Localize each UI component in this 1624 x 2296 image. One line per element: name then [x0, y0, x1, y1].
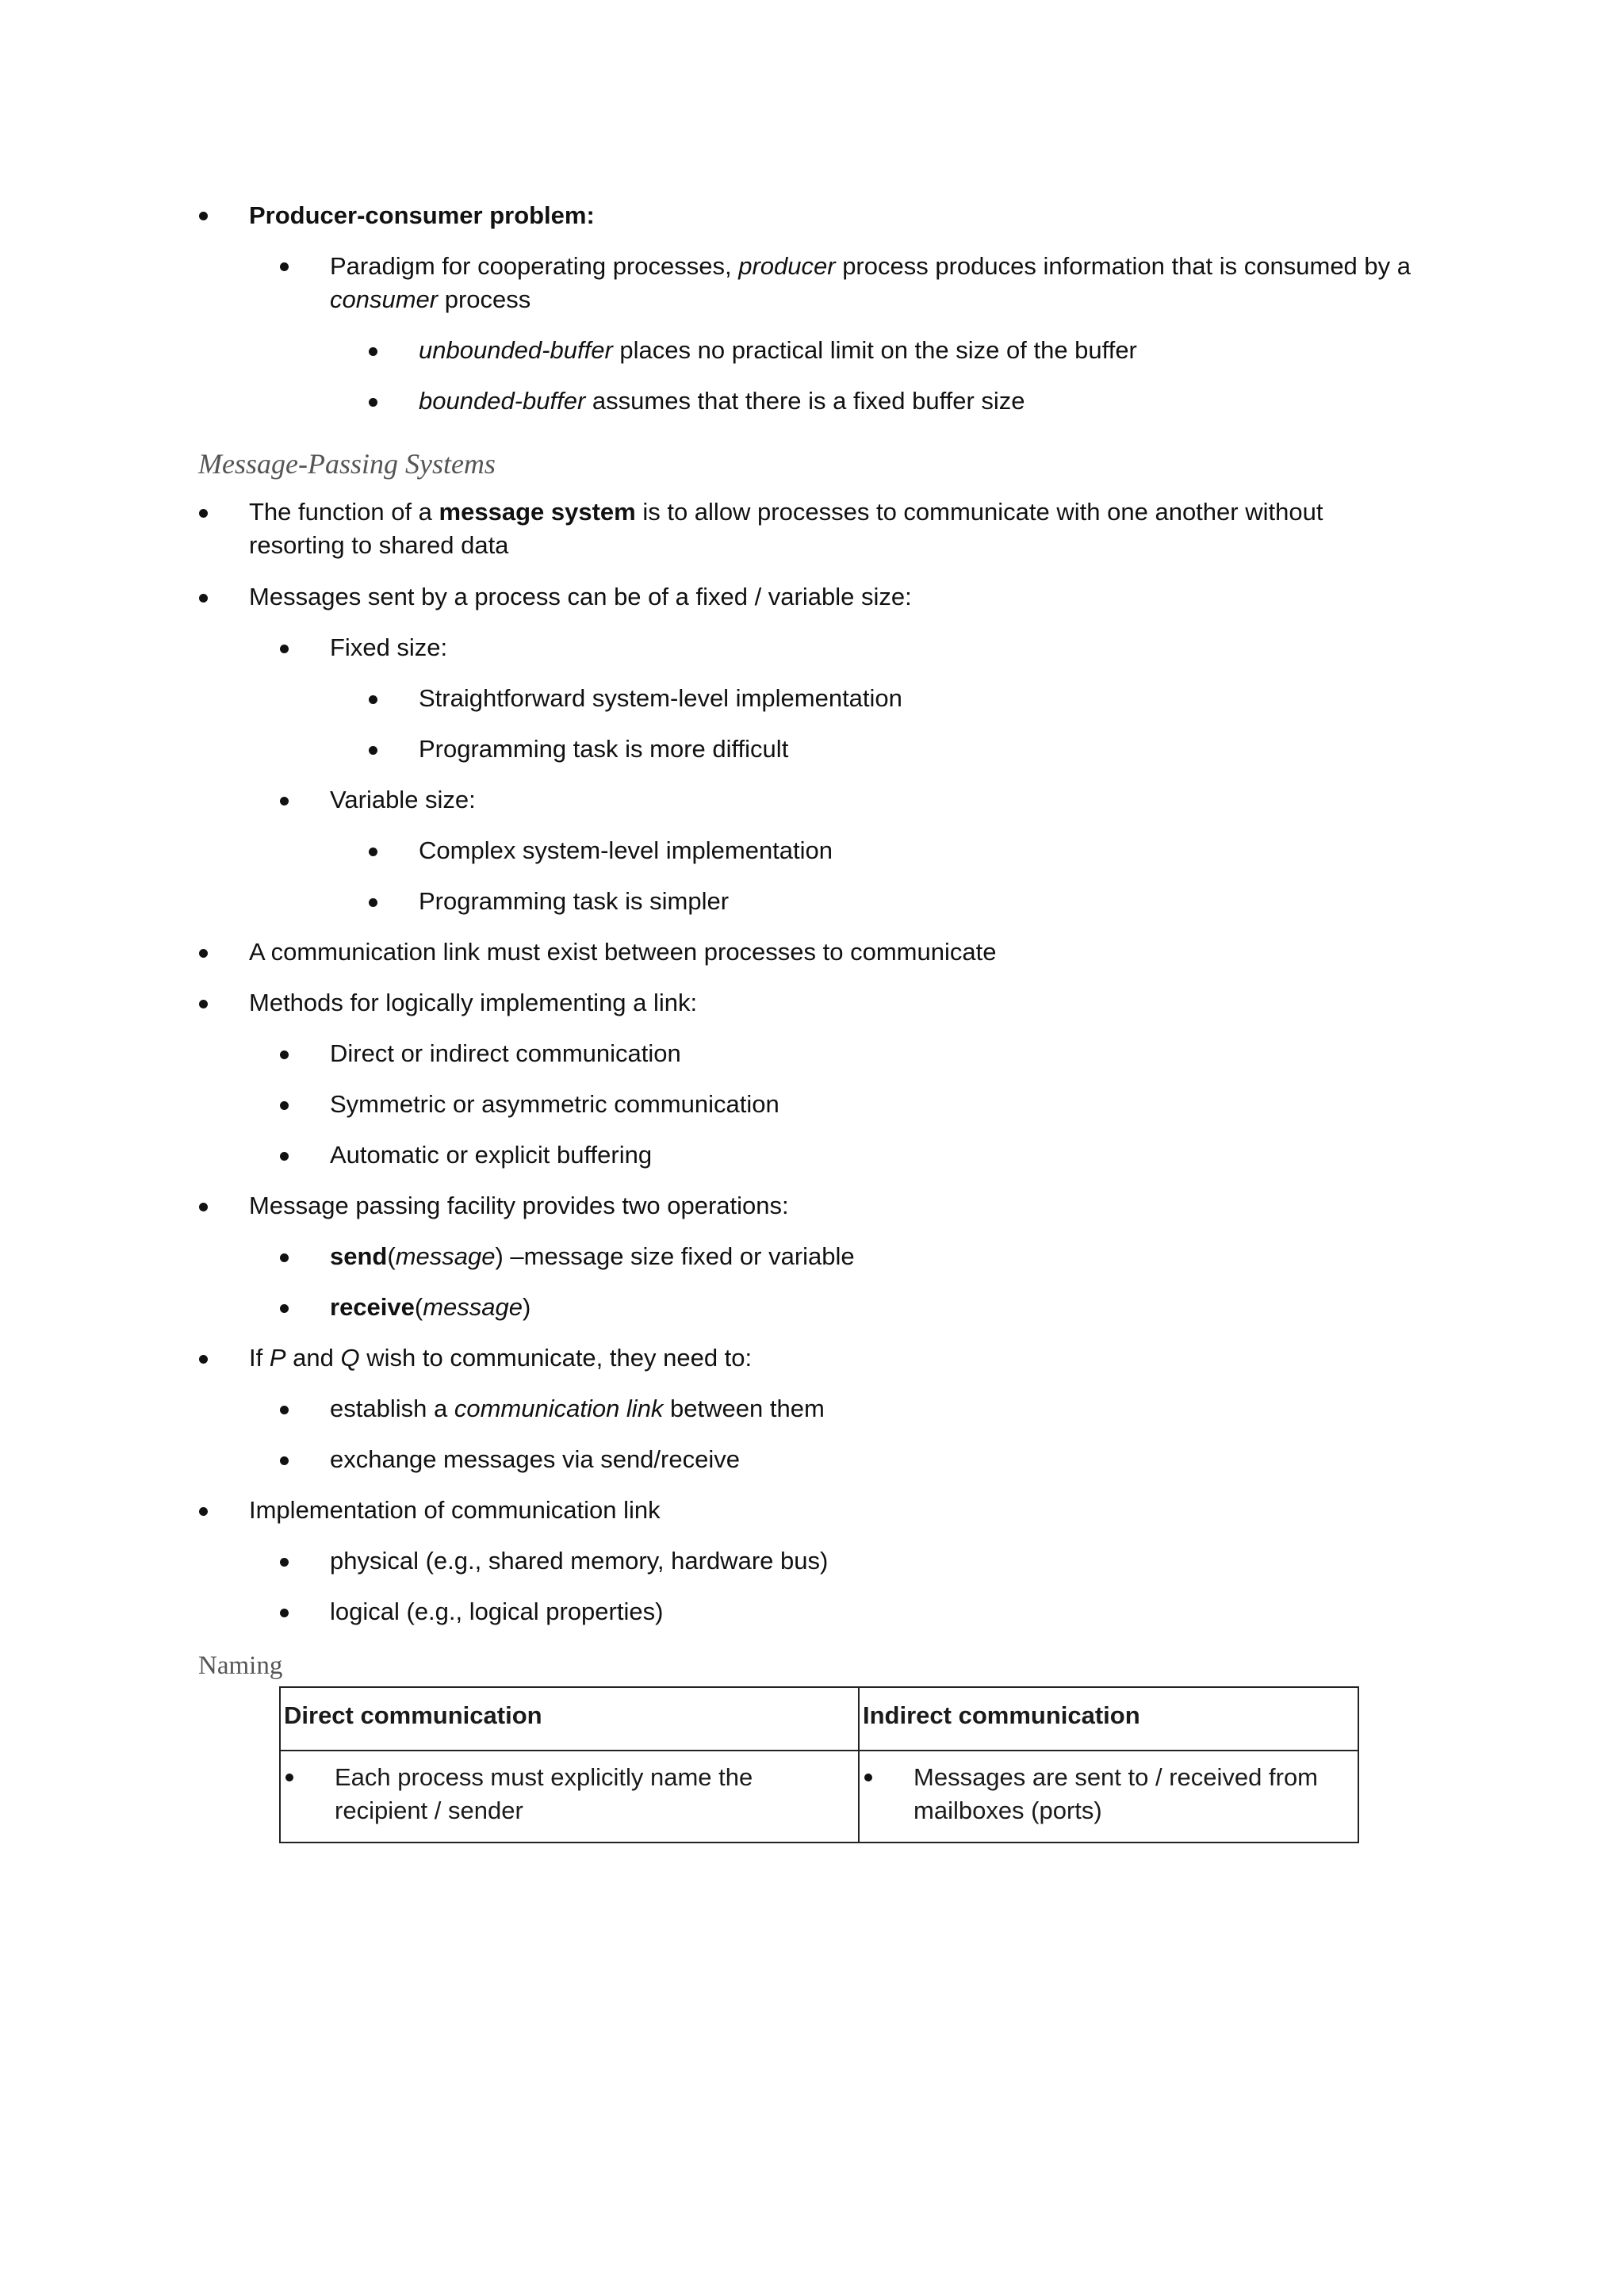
- bullet-icon: [280, 262, 289, 271]
- bullet-icon: [369, 848, 377, 856]
- variable-size-item: Complex system-level implementation: [419, 836, 833, 864]
- bullet-icon: [280, 1558, 289, 1567]
- fixed-size-item: Programming task is more difficult: [419, 735, 789, 763]
- paradigm-text: Paradigm for cooperating processes, producer process produces information that is consumed by a consumer process: [330, 252, 1411, 313]
- table-header-row: [280, 1687, 1358, 1751]
- implementation-item: logical (e.g., logical properties): [330, 1598, 664, 1625]
- link-exist-text: A communication link must exist between processes to communicate: [249, 938, 997, 966]
- bullet-icon: [199, 1507, 208, 1516]
- fixed-size-item: Straightforward system-level implementation: [419, 684, 902, 712]
- bullet-icon: [199, 1203, 208, 1211]
- message-system-function-text: The function of a message system is to allow processes to communicate with one another without resorting to shared data: [249, 498, 1323, 559]
- table-row: [280, 1751, 1358, 1843]
- bullet-icon: [199, 594, 208, 603]
- indirect-cell-line: Messages are sent to / received from: [914, 1763, 1319, 1791]
- unbounded-buffer-text: unbounded-buffer places no practical limit on the size of the buffer: [419, 336, 1137, 364]
- send-operation-text: send(message) –message size fixed or variable: [330, 1242, 855, 1270]
- section-heading-message-passing: Message-Passing Systems: [198, 448, 496, 480]
- bullet-icon: [369, 695, 377, 704]
- indirect-cell-line: mailboxes (ports): [914, 1797, 1102, 1824]
- p-and-q-text: If P and Q wish to communicate, they need to:: [249, 1344, 753, 1372]
- bullet-icon: [369, 347, 377, 356]
- operations-text: Message passing facility provides two operations:: [249, 1192, 789, 1219]
- bullet-icon: [280, 1406, 289, 1414]
- methods-text: Methods for logically implementing a link:: [249, 989, 698, 1016]
- establish-link-text: establish a communication link between them: [330, 1395, 825, 1422]
- bullet-icon: [199, 509, 208, 518]
- bullet-icon: [280, 1050, 289, 1059]
- bullet-icon: [864, 1774, 872, 1781]
- bullet-icon: [280, 645, 289, 653]
- direct-cell-line: Each process must explicitly name the: [335, 1763, 753, 1791]
- bounded-buffer-text: bounded-buffer assumes that there is a fixed buffer size: [419, 387, 1025, 415]
- bullet-icon: [369, 898, 377, 907]
- table-header-direct: Direct communication: [280, 1687, 859, 1751]
- bullet-icon: [369, 746, 377, 755]
- bullet-icon: [280, 1304, 289, 1313]
- bullet-icon: [199, 1355, 208, 1364]
- table-cell-direct: [280, 1751, 859, 1843]
- method-item: Automatic or explicit buffering: [330, 1141, 653, 1169]
- bullet-icon: [280, 1101, 289, 1110]
- implementation-text: Implementation of communication link: [249, 1496, 661, 1524]
- bullet-icon: [280, 1609, 289, 1617]
- bullet-icon: [280, 1152, 289, 1161]
- variable-size-item: Programming task is simpler: [419, 887, 730, 915]
- table-cell-indirect: [859, 1751, 1358, 1843]
- naming-table: [279, 1686, 1359, 1843]
- table-header-indirect: Indirect communication: [859, 1687, 1358, 1751]
- bullet-icon: [199, 1000, 208, 1008]
- bullet-icon: [280, 1253, 289, 1262]
- direct-cell-line: recipient / sender: [335, 1797, 523, 1824]
- bullet-icon: [280, 797, 289, 806]
- method-item: Direct or indirect communication: [330, 1039, 681, 1067]
- bullet-icon: [199, 949, 208, 958]
- fixed-size-text: Fixed size:: [330, 633, 448, 661]
- variable-size-text: Variable size:: [330, 786, 476, 813]
- message-sizes-text: Messages sent by a process can be of a fixed / variable size:: [249, 583, 912, 610]
- method-item: Symmetric or asymmetric communication: [330, 1090, 779, 1118]
- bullet-icon: [285, 1774, 293, 1781]
- implementation-item: physical (e.g., shared memory, hardware bus): [330, 1547, 829, 1575]
- bullet-icon: [199, 212, 208, 220]
- exchange-messages-text: exchange messages via send/receive: [330, 1445, 740, 1473]
- receive-operation-text: receive(message): [330, 1293, 531, 1321]
- producer-consumer-title: Producer-consumer problem:: [249, 201, 595, 229]
- bullet-icon: [280, 1456, 289, 1465]
- section-heading-naming: Naming: [198, 1651, 283, 1680]
- bullet-icon: [369, 398, 377, 407]
